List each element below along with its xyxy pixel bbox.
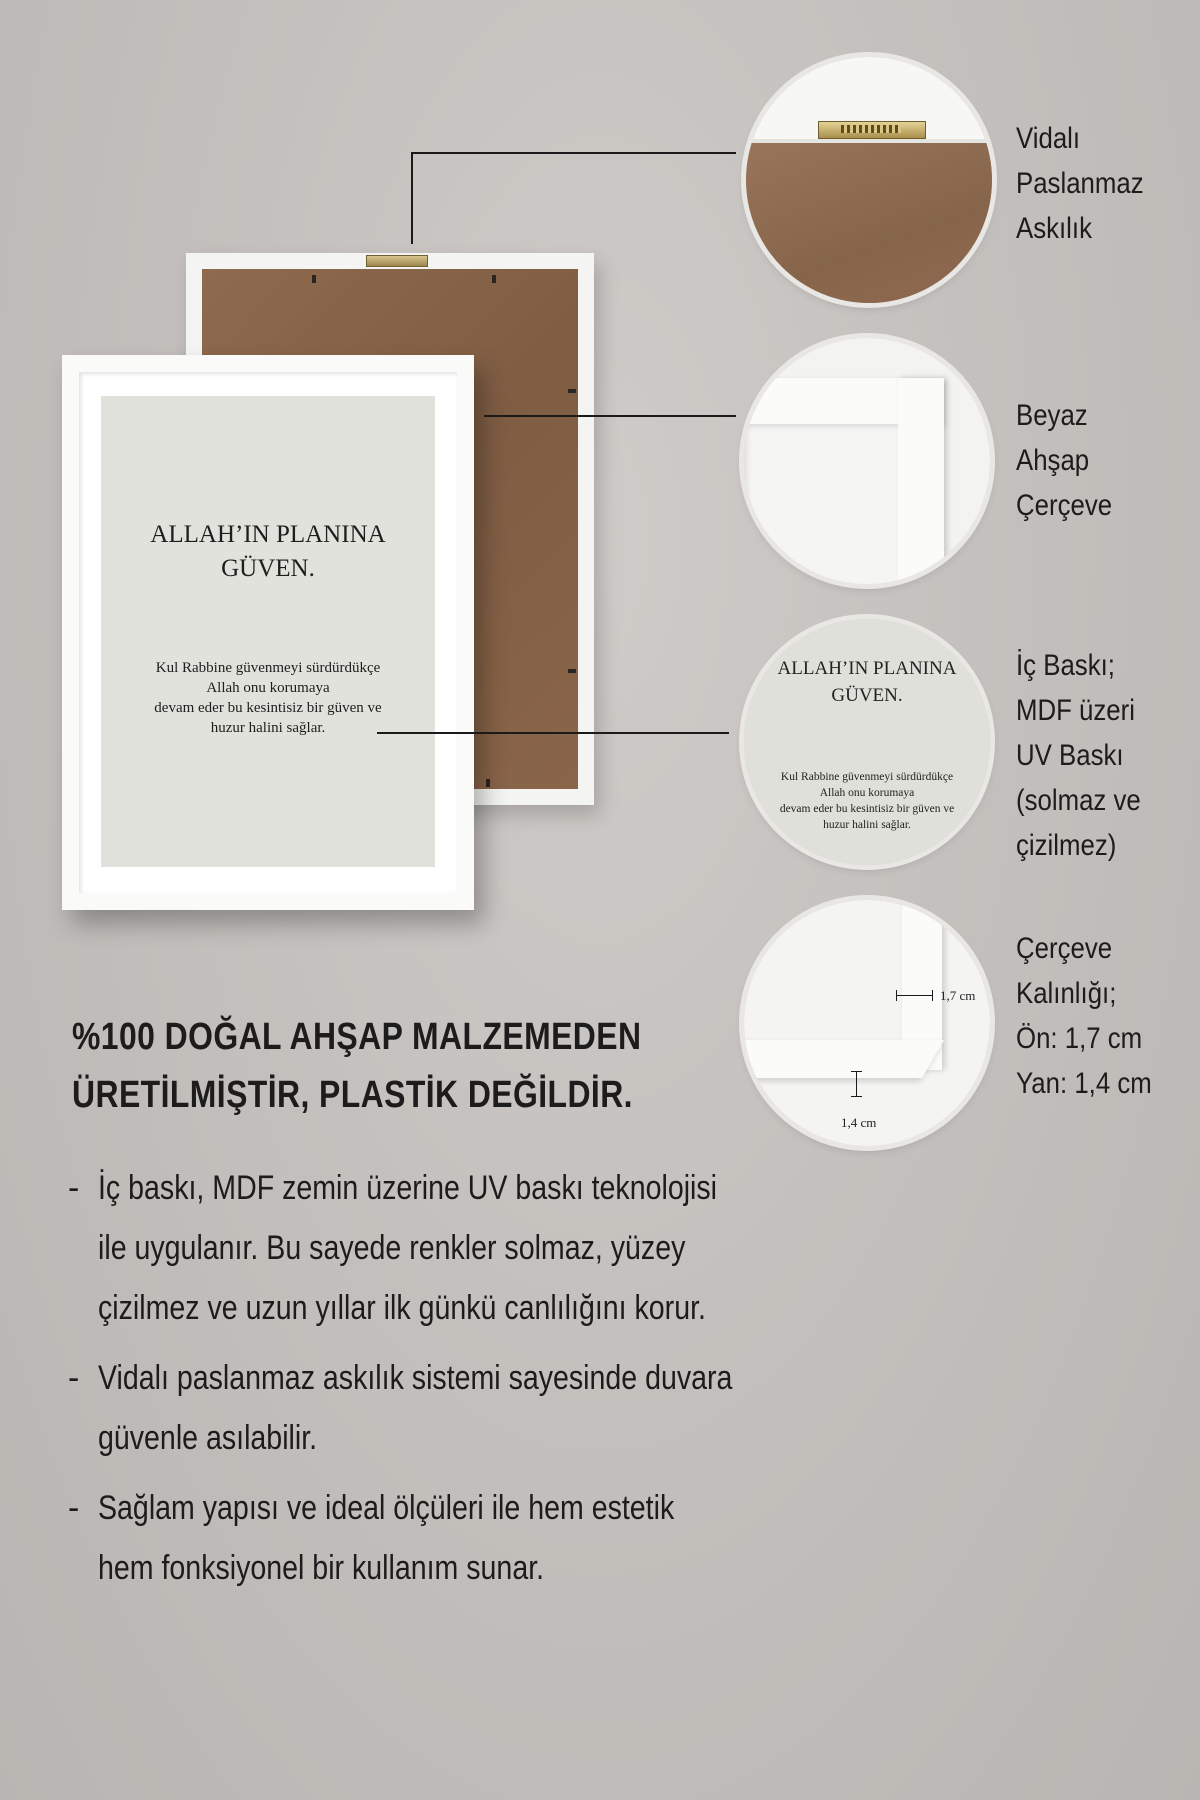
dimension-side-label: 1,4 cm <box>841 1115 877 1130</box>
detail-print-circle <box>744 619 990 865</box>
bullet-dash: - <box>68 1489 80 1527</box>
feature-list <box>68 1158 768 1608</box>
frame-clip <box>492 275 496 283</box>
detail-label-thickness: Çerçeve Kalınlığı; Ön: 1,7 cm Yan: 1,4 cm <box>1016 932 1152 1100</box>
detail-label-hanger: Vidalı Paslanmaz Askılık <box>1016 122 1144 245</box>
list-item <box>68 1478 768 1598</box>
frame-clip <box>568 669 576 673</box>
hanger-icon <box>818 121 926 139</box>
frame-clip <box>312 275 316 283</box>
frame-front-image <box>62 355 474 910</box>
print-body: Kul Rabbine güvenmeyi sürdürdükçe Allah onu korumaya devam eder bu kesintisiz bir güven ve huzur halini sağlar. <box>154 660 382 736</box>
dimension-line <box>856 1071 857 1097</box>
bullet-text: Sağlam yapısı ve ideal ölçüleri ile hem estetik hem fonksiyonel bir kullanım sunar. <box>98 1489 675 1587</box>
dimension-front-label: 1,7 cm <box>940 988 976 1003</box>
detail-label-print: İç Baskı; MDF üzeri UV Baskı (solmaz ve çizilmez) <box>1016 649 1141 862</box>
bullet-text: Vidalı paslanmaz askılık sistemi sayesinde duvara güvenle asılabilir. <box>98 1359 733 1457</box>
bullet-dash: - <box>68 1359 80 1397</box>
frame-clip <box>568 389 576 393</box>
mdf-texture <box>746 143 992 303</box>
headline: %100 DOĞAL AHŞAP MALZEMEDEN ÜRETİLMİŞTİR, PLASTİK DEĞİLDİR. <box>72 1016 642 1116</box>
detail-frame-corner-circle <box>744 338 990 584</box>
bullet-text: İç baskı, MDF zemin üzerine UV baskı teknolojisi ile uygulanır. Bu sayede renkler solmaz, yüzey çizilmez ve uzun yıllar ilk günkü canlılığını korur. <box>98 1169 718 1327</box>
frame-edge <box>898 378 944 584</box>
detail-hanger-circle <box>746 57 992 303</box>
print-title: ALLAH’IN PLANINA GÜVEN. <box>150 521 386 582</box>
detail-print-body: Kul Rabbine güvenmeyi sürdürdükçe Allah onu korumaya devam eder bu kesintisiz bir güven ve huzur halini sağlar. <box>779 771 955 831</box>
detail-label-frame: Beyaz Ahşap Çerçeve <box>1016 399 1113 522</box>
connector-line <box>484 415 736 417</box>
frame-clip <box>486 779 490 787</box>
dimension-tick <box>851 1096 862 1097</box>
connector-line <box>411 152 413 244</box>
frame-mat <box>79 372 457 893</box>
dimension-line <box>896 995 932 996</box>
detail-print-title: ALLAH’IN PLANINA GÜVEN. <box>777 658 957 706</box>
dimension-tick <box>851 1071 862 1072</box>
detail-thickness-circle <box>744 900 990 1146</box>
connector-line <box>411 152 736 154</box>
list-item <box>68 1348 768 1468</box>
dimension-tick <box>932 990 933 1001</box>
frame-bottom-edge <box>744 1040 944 1078</box>
connector-line <box>377 732 729 734</box>
bullet-dash: - <box>68 1169 80 1207</box>
list-item <box>68 1158 768 1338</box>
dimension-tick <box>896 990 897 1001</box>
frame-inner <box>744 424 898 584</box>
frame-print <box>101 396 435 867</box>
sawtooth-hanger-icon <box>366 255 428 267</box>
